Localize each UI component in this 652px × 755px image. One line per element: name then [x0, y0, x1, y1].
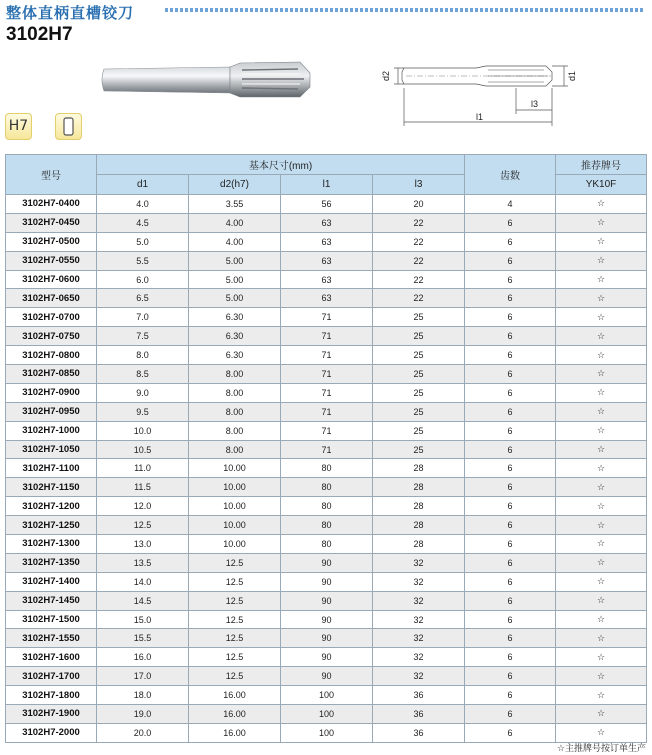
- cell-d2: 8.00: [189, 383, 281, 402]
- cell-l3: 32: [373, 572, 465, 591]
- cell-d2: 10.00: [189, 478, 281, 497]
- cell-l1: 71: [281, 308, 373, 327]
- cell-grade: ☆: [556, 478, 647, 497]
- cell-l1: 63: [281, 251, 373, 270]
- cell-grade: ☆: [556, 629, 647, 648]
- table-row: [6, 572, 647, 591]
- table-row: [6, 195, 647, 214]
- cell-model: 3102H7-1300: [6, 535, 97, 554]
- cell-model: 3102H7-1800: [6, 686, 97, 705]
- tolerance-h7-badge: H7: [5, 113, 32, 140]
- cell-d2: 12.5: [189, 553, 281, 572]
- header-dimensions: 基本尺寸(mm): [97, 155, 465, 175]
- cell-grade: ☆: [556, 232, 647, 251]
- cell-d2: 5.00: [189, 270, 281, 289]
- cell-d2: 4.00: [189, 232, 281, 251]
- cell-l3: 36: [373, 705, 465, 724]
- cell-teeth: 6: [465, 459, 556, 478]
- table-row: [6, 648, 647, 667]
- cell-grade: ☆: [556, 686, 647, 705]
- cell-teeth: 6: [465, 327, 556, 346]
- cell-l3: 32: [373, 648, 465, 667]
- cell-l1: 71: [281, 346, 373, 365]
- cell-d2: 8.00: [189, 421, 281, 440]
- cell-l1: 90: [281, 610, 373, 629]
- cell-d1: 16.0: [97, 648, 189, 667]
- cell-l3: 36: [373, 723, 465, 742]
- cell-d1: 19.0: [97, 705, 189, 724]
- cell-teeth: 6: [465, 289, 556, 308]
- cell-l1: 63: [281, 270, 373, 289]
- cell-d1: 4.0: [97, 195, 189, 214]
- table-row: [6, 723, 647, 742]
- cell-l3: 28: [373, 497, 465, 516]
- cell-model: 3102H7-0750: [6, 327, 97, 346]
- cell-l1: 100: [281, 723, 373, 742]
- cell-teeth: 6: [465, 213, 556, 232]
- header-l3: l3: [373, 175, 465, 195]
- cell-d1: 17.0: [97, 667, 189, 686]
- footnote: ☆主推牌号按订单生产: [556, 744, 646, 754]
- cell-teeth: 6: [465, 497, 556, 516]
- cell-model: 3102H7-0400: [6, 195, 97, 214]
- cell-grade: ☆: [556, 270, 647, 289]
- cell-teeth: 6: [465, 270, 556, 289]
- cell-l1: 90: [281, 648, 373, 667]
- cell-l1: 90: [281, 667, 373, 686]
- cell-l1: 71: [281, 440, 373, 459]
- cell-grade: ☆: [556, 421, 647, 440]
- cell-l1: 63: [281, 213, 373, 232]
- cell-d2: 8.00: [189, 440, 281, 459]
- cell-model: 3102H7-0600: [6, 270, 97, 289]
- table-row: [6, 535, 647, 554]
- cell-d2: 10.00: [189, 459, 281, 478]
- cell-teeth: 6: [465, 610, 556, 629]
- reamer-dimension-drawing: [376, 52, 586, 132]
- cell-l3: 36: [373, 686, 465, 705]
- cell-d1: 8.5: [97, 365, 189, 384]
- cell-d1: 11.0: [97, 459, 189, 478]
- cell-l3: 28: [373, 478, 465, 497]
- cell-l3: 32: [373, 591, 465, 610]
- cell-model: 3102H7-0850: [6, 365, 97, 384]
- cell-d1: 4.5: [97, 213, 189, 232]
- cell-d1: 14.5: [97, 591, 189, 610]
- table-row: [6, 459, 647, 478]
- cell-l1: 71: [281, 383, 373, 402]
- cell-teeth: 6: [465, 440, 556, 459]
- cell-l1: 90: [281, 572, 373, 591]
- cell-teeth: 6: [465, 383, 556, 402]
- cell-d2: 16.00: [189, 686, 281, 705]
- cell-l1: 56: [281, 195, 373, 214]
- cell-grade: ☆: [556, 440, 647, 459]
- cell-grade: ☆: [556, 308, 647, 327]
- cell-l3: 32: [373, 629, 465, 648]
- cell-d2: 16.00: [189, 723, 281, 742]
- cell-grade: ☆: [556, 383, 647, 402]
- cell-teeth: 6: [465, 308, 556, 327]
- cell-model: 3102H7-1600: [6, 648, 97, 667]
- table-row: [6, 270, 647, 289]
- cell-grade: ☆: [556, 723, 647, 742]
- table-row: [6, 308, 647, 327]
- cell-model: 3102H7-1050: [6, 440, 97, 459]
- cell-grade: ☆: [556, 195, 647, 214]
- cell-teeth: 6: [465, 705, 556, 724]
- cell-d1: 13.0: [97, 535, 189, 554]
- cell-d1: 14.0: [97, 572, 189, 591]
- cell-grade: ☆: [556, 667, 647, 686]
- cell-grade: ☆: [556, 648, 647, 667]
- cell-d2: 12.5: [189, 667, 281, 686]
- cell-model: 3102H7-0900: [6, 383, 97, 402]
- cell-teeth: 6: [465, 591, 556, 610]
- cell-d1: 6.0: [97, 270, 189, 289]
- table-row: [6, 232, 647, 251]
- cell-l3: 32: [373, 553, 465, 572]
- cell-grade: ☆: [556, 327, 647, 346]
- cell-teeth: 6: [465, 648, 556, 667]
- cell-model: 3102H7-1900: [6, 705, 97, 724]
- cell-d2: 12.5: [189, 629, 281, 648]
- cell-l1: 80: [281, 497, 373, 516]
- cell-teeth: 6: [465, 251, 556, 270]
- table-row: [6, 497, 647, 516]
- cell-teeth: 6: [465, 232, 556, 251]
- cell-d1: 20.0: [97, 723, 189, 742]
- cell-l3: 25: [373, 402, 465, 421]
- cell-model: 3102H7-1250: [6, 516, 97, 535]
- header-grade-name: YK10F: [556, 175, 647, 195]
- cell-d2: 10.00: [189, 535, 281, 554]
- table-row: [6, 346, 647, 365]
- table-row: [6, 402, 647, 421]
- cell-l3: 28: [373, 516, 465, 535]
- cell-l1: 80: [281, 535, 373, 554]
- cell-grade: ☆: [556, 535, 647, 554]
- cell-l1: 90: [281, 591, 373, 610]
- cell-l3: 22: [373, 289, 465, 308]
- cell-teeth: 6: [465, 402, 556, 421]
- cell-l1: 63: [281, 232, 373, 251]
- page-title: 整体直柄直槽铰刀: [6, 4, 135, 22]
- header-teeth: 齿数: [465, 155, 556, 195]
- table-row: [6, 553, 647, 572]
- cell-grade: ☆: [556, 213, 647, 232]
- cell-d2: 3.55: [189, 195, 281, 214]
- header-grade: 推荐牌号: [556, 155, 647, 175]
- cell-l1: 90: [281, 629, 373, 648]
- cylinder-tool-icon: [55, 113, 82, 140]
- cell-l3: 25: [373, 383, 465, 402]
- cell-d2: 12.5: [189, 610, 281, 629]
- header-d1: d1: [97, 175, 189, 195]
- cell-l3: 25: [373, 440, 465, 459]
- title-decoration-bar: [165, 8, 645, 12]
- cell-model: 3102H7-0550: [6, 251, 97, 270]
- cell-grade: ☆: [556, 289, 647, 308]
- cell-l3: 28: [373, 459, 465, 478]
- cell-d2: 4.00: [189, 213, 281, 232]
- cell-d1: 10.0: [97, 421, 189, 440]
- cell-d2: 6.30: [189, 308, 281, 327]
- cell-d1: 9.0: [97, 383, 189, 402]
- cell-l3: 22: [373, 213, 465, 232]
- table-row: [6, 591, 647, 610]
- table-row: [6, 289, 647, 308]
- cell-model: 3102H7-1200: [6, 497, 97, 516]
- cell-d2: 10.00: [189, 497, 281, 516]
- label-l3: l3: [531, 99, 539, 109]
- cell-d1: 9.5: [97, 402, 189, 421]
- cell-model: 3102H7-1350: [6, 553, 97, 572]
- table-row: [6, 327, 647, 346]
- cell-l1: 63: [281, 289, 373, 308]
- cell-grade: ☆: [556, 365, 647, 384]
- cell-l1: 80: [281, 516, 373, 535]
- table-row: [6, 365, 647, 384]
- cell-model: 3102H7-0650: [6, 289, 97, 308]
- cell-l3: 32: [373, 610, 465, 629]
- cell-teeth: 6: [465, 723, 556, 742]
- cell-grade: ☆: [556, 610, 647, 629]
- cell-teeth: 6: [465, 421, 556, 440]
- cell-d2: 6.30: [189, 327, 281, 346]
- cell-d1: 13.5: [97, 553, 189, 572]
- cell-d2: 12.5: [189, 648, 281, 667]
- cell-l3: 22: [373, 251, 465, 270]
- cell-l1: 100: [281, 686, 373, 705]
- table-row: [6, 421, 647, 440]
- cell-grade: ☆: [556, 497, 647, 516]
- cell-teeth: 6: [465, 667, 556, 686]
- cell-teeth: 6: [465, 686, 556, 705]
- cell-d2: 8.00: [189, 365, 281, 384]
- cell-model: 3102H7-1700: [6, 667, 97, 686]
- cell-l3: 28: [373, 535, 465, 554]
- cell-l3: 25: [373, 421, 465, 440]
- reamer-photo: [100, 55, 315, 107]
- cell-l1: 71: [281, 421, 373, 440]
- cell-teeth: 6: [465, 553, 556, 572]
- cell-grade: ☆: [556, 553, 647, 572]
- specification-table: [5, 154, 647, 743]
- cell-l3: 20: [373, 195, 465, 214]
- cell-d2: 5.00: [189, 251, 281, 270]
- cell-teeth: 6: [465, 629, 556, 648]
- cell-teeth: 6: [465, 535, 556, 554]
- table-row: [6, 610, 647, 629]
- cell-d2: 10.00: [189, 516, 281, 535]
- cell-d1: 6.5: [97, 289, 189, 308]
- cell-l3: 25: [373, 346, 465, 365]
- header-d2: d2(h7): [189, 175, 281, 195]
- cell-teeth: 6: [465, 572, 556, 591]
- cell-d1: 5.0: [97, 232, 189, 251]
- cell-l1: 80: [281, 459, 373, 478]
- cell-l1: 100: [281, 705, 373, 724]
- cell-d1: 12.0: [97, 497, 189, 516]
- cell-model: 3102H7-2000: [6, 723, 97, 742]
- cell-d1: 18.0: [97, 686, 189, 705]
- cell-l3: 25: [373, 365, 465, 384]
- cell-model: 3102H7-1550: [6, 629, 97, 648]
- cell-l3: 25: [373, 327, 465, 346]
- cell-l3: 25: [373, 308, 465, 327]
- table-row: [6, 383, 647, 402]
- cell-grade: ☆: [556, 402, 647, 421]
- cell-d2: 16.00: [189, 705, 281, 724]
- cell-model: 3102H7-1100: [6, 459, 97, 478]
- cell-model: 3102H7-0700: [6, 308, 97, 327]
- cell-d2: 5.00: [189, 289, 281, 308]
- cell-l3: 22: [373, 270, 465, 289]
- cell-l3: 32: [373, 667, 465, 686]
- table-row: [6, 440, 647, 459]
- cell-grade: ☆: [556, 346, 647, 365]
- cell-grade: ☆: [556, 591, 647, 610]
- cell-model: 3102H7-1500: [6, 610, 97, 629]
- cell-d1: 12.5: [97, 516, 189, 535]
- cell-d1: 15.0: [97, 610, 189, 629]
- cell-model: 3102H7-1150: [6, 478, 97, 497]
- cell-d2: 12.5: [189, 572, 281, 591]
- cell-teeth: 6: [465, 478, 556, 497]
- cell-teeth: 6: [465, 365, 556, 384]
- cell-model: 3102H7-1000: [6, 421, 97, 440]
- table-row: [6, 251, 647, 270]
- table-row: [6, 629, 647, 648]
- label-l1: l1: [476, 112, 484, 122]
- header-l1: l1: [281, 175, 373, 195]
- cell-model: 3102H7-1400: [6, 572, 97, 591]
- table-row: [6, 667, 647, 686]
- table-row: [6, 516, 647, 535]
- cell-l1: 71: [281, 402, 373, 421]
- cell-d1: 10.5: [97, 440, 189, 459]
- label-d2: d2: [381, 70, 391, 81]
- cell-d1: 11.5: [97, 478, 189, 497]
- cell-teeth: 4: [465, 195, 556, 214]
- cell-grade: ☆: [556, 516, 647, 535]
- cell-d1: 15.5: [97, 629, 189, 648]
- table-row: [6, 213, 647, 232]
- cell-teeth: 6: [465, 346, 556, 365]
- cell-teeth: 6: [465, 516, 556, 535]
- cell-model: 3102H7-0950: [6, 402, 97, 421]
- cell-l1: 90: [281, 553, 373, 572]
- cell-d1: 5.5: [97, 251, 189, 270]
- cell-model: 3102H7-0450: [6, 213, 97, 232]
- cell-d1: 7.0: [97, 308, 189, 327]
- header-model: 型号: [6, 155, 97, 195]
- table-row: [6, 478, 647, 497]
- cell-model: 3102H7-0500: [6, 232, 97, 251]
- cell-d2: 12.5: [189, 591, 281, 610]
- cell-d1: 8.0: [97, 346, 189, 365]
- table-row: [6, 705, 647, 724]
- cell-l1: 71: [281, 365, 373, 384]
- cell-model: 3102H7-0800: [6, 346, 97, 365]
- cell-d2: 6.30: [189, 346, 281, 365]
- cell-l1: 80: [281, 478, 373, 497]
- label-d1: d1: [567, 70, 577, 81]
- cell-grade: ☆: [556, 572, 647, 591]
- cell-grade: ☆: [556, 251, 647, 270]
- cell-d1: 7.5: [97, 327, 189, 346]
- cell-l3: 22: [373, 232, 465, 251]
- cell-model: 3102H7-1450: [6, 591, 97, 610]
- cell-l1: 71: [281, 327, 373, 346]
- cell-d2: 8.00: [189, 402, 281, 421]
- product-code: 3102H7: [6, 24, 73, 45]
- table-row: [6, 686, 647, 705]
- cell-grade: ☆: [556, 705, 647, 724]
- cell-grade: ☆: [556, 459, 647, 478]
